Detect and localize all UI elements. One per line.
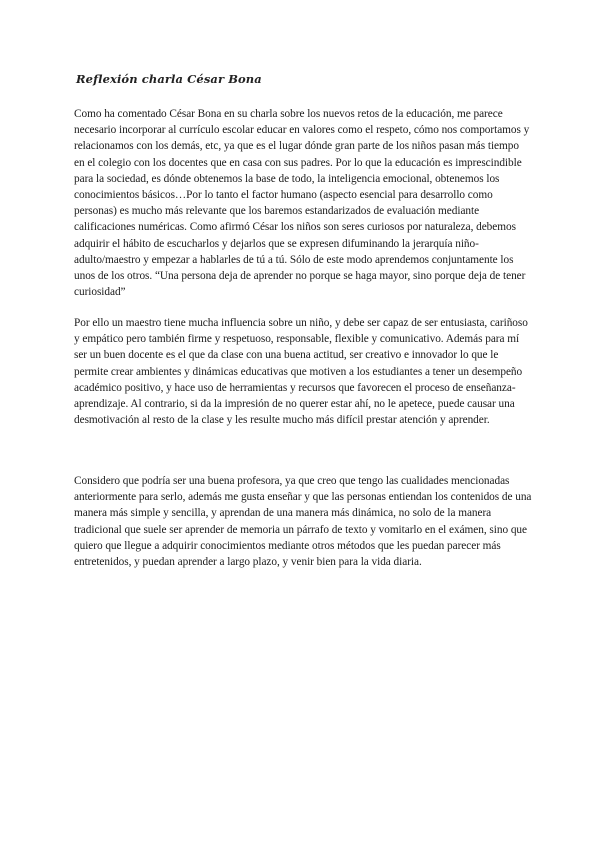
document-title: Reflexión charla César Bona [76, 72, 262, 86]
paragraph-2: Por ello un maestro tiene mucha influencia sobre un niño, y debe ser capaz de ser entusiasta, cariñoso y empático pero también firme y respetuoso, responsable, flexible y comunicativo. Además para mí ser un buen docente es el que da clase con una buena actitud, ser creativo e innovador lo que le permite crear ambientes y dinámicas educativas que motiven a los estudiantes a tener un desempeño académico positivo, y hace uso de herramientas y recursos que favorecen el proceso de enseñanza-aprendizaje. Al contrario, si da la impresión de no querer estar ahí, no le apetece, puede causar una desmotivación al resto de la clase y les resulte mucho más difícil prestar atención y aprender. [74, 317, 528, 427]
paragraph-1: Como ha comentado César Bona en su charla sobre los nuevos retos de la educación, me parece necesario incorporar al currículo escolar educar en valores como el respeto, cómo nos comportamos y relacionamos con los demás, etc, ya que es el lugar dónde gran parte de los niños pasan más tiempo en el colegio con los docentes que en casa con sus padres. Por lo que la educación es imprescindible para la sociedad, es dónde obtenemos la base de todo, la inteligencia emocional, obtenemos los conocimientos básicos…Por lo tanto el factor humano (aspecto esencial para desarrollo como personas) es mucho más relevante que los baremos estandarizados de evaluación mediante calificaciones numéricas. Como afirmó César los niños son seres curiosos por naturaleza, debemos adquirir el hábito de escucharlos y dejarlos que se expresen difuminando la jerarquía niño- adulto/maestro y empezar a hablarles de tú a tú. Sólo de este modo aprendemos conjuntamente los unos de los otros. “Una persona deja de aprender no porque se haga mayor, sino porque deja de tener curiosidad” [74, 108, 530, 299]
paragraph-3: Considero que podría ser una buena profesora, ya que creo que tengo las cualidades mencionadas anteriormente para serlo, además me gusta enseñar y que las personas entiendan los contenidos de una manera más simple y sencilla, y aprendan de una manera más dinámica, no solo de la manera tradicional que suele ser aprender de memoria un párrafo de texto y vomitarlo en el exámen, sino que quiero que llegue a adquirir conocimientos mediante otros métodos que les puedan parecer más entretenidos, y puedan aprender a largo plazo, y venir bien para la vida diaria. [74, 475, 532, 569]
